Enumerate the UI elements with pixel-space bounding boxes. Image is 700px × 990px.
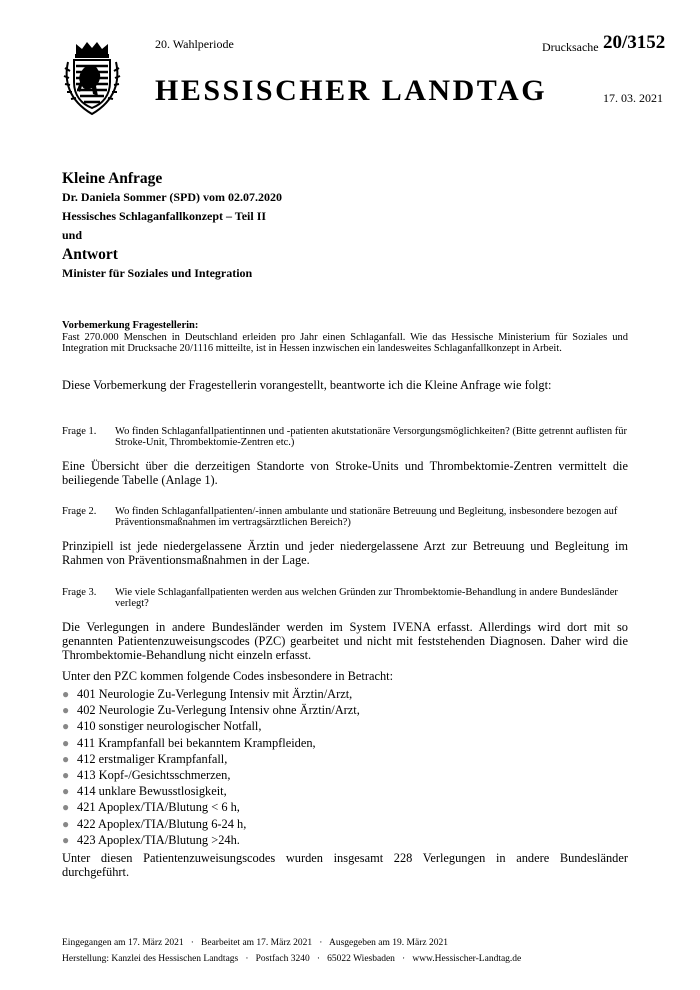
list-item	[62, 816, 622, 832]
codes-intro: Unter den PZC kommen folgende Codes insbesondere in Betracht:	[62, 669, 394, 683]
bullet-icon: ●	[62, 703, 70, 718]
hessen-coat-of-arms-icon	[62, 40, 122, 116]
question-1	[62, 426, 628, 448]
codes-list	[62, 686, 622, 848]
bullet-icon: ●	[62, 784, 70, 799]
question-2-text: Wo finden Schlaganfallpatienten/-innen ambulante und stationäre Betreuung und Begleitung, insbesondere bezogen auf Präventionsmaßnahmen im vertragsärztlichen Bereich?)	[115, 506, 618, 528]
bullet-icon: ●	[62, 768, 70, 783]
vorbemerkung-text: Fast 270.000 Menschen in Deutschland erleiden pro Jahr einen Schlaganfall. Wie das Hessische Ministerium für Soziales und Integration mit Drucksache 20/1116 mitteilte, ist in Hessen inzwischen ein landesweites Schlaganfallkonzept in Arbeit.	[62, 332, 628, 354]
code-text: 421 Apoplex/TIA/Blutung < 6 h,	[77, 800, 240, 815]
footer-dates: Eingegangen am 17. März 2021 · Bearbeitet am 17. März 2021 · Ausgegeben am 19. März 2021	[62, 938, 448, 948]
question-1-label: Frage 1.	[62, 426, 97, 437]
list-item	[62, 718, 622, 734]
bullet-icon: ●	[62, 816, 70, 831]
conclusion-paragraph: Unter diesen Patientenzuweisungscodes wurden insgesamt 228 Verlegungen in andere Bundesländer durchgeführt.	[62, 851, 628, 879]
drucksache-number: 20/3152	[603, 32, 666, 53]
question-3-text: Wie viele Schlaganfallpatienten werden aus welchen Gründen zur Thrombektomie-Behandlung in andere Bundesländer verlegt?	[115, 587, 618, 609]
code-text: 413 Kopf-/Gesichtsschmerzen,	[77, 768, 231, 783]
wahlperiode: 20. Wahlperiode	[155, 37, 234, 51]
code-text: 402 Neurologie Zu-Verlegung Intensiv ohne Ärztin/Arzt,	[77, 703, 360, 718]
code-text: 414 unklare Bewusstlosigkeit,	[77, 784, 227, 799]
list-item	[62, 702, 622, 718]
list-item	[62, 783, 622, 799]
bullet-icon: ●	[62, 719, 70, 734]
list-item	[62, 751, 622, 767]
vorbemerkung-heading: Vorbemerkung Fragestellerin:	[62, 320, 199, 331]
footer-imprint: Herstellung: Kanzlei des Hessischen Landtags · Postfach 3240 · 65022 Wiesbaden · www.Hessischer-Landtag.de	[62, 954, 522, 964]
antwort-heading: Antwort	[62, 246, 118, 263]
list-item	[62, 832, 622, 848]
ministry-line: Minister für Soziales und Integration	[62, 266, 253, 280]
question-2	[62, 506, 628, 528]
question-1-text: Wo finden Schlaganfallpatientinnen und -patienten akutstationäre Versorgungsmöglichkeiten? (Bitte getrennt auflisten für Stroke-Unit, Thrombektomie-Zentren etc.)	[115, 426, 627, 448]
question-3-label: Frage 3.	[62, 587, 97, 598]
und-line: und	[62, 228, 83, 242]
question-3	[62, 587, 628, 609]
subject-line: Hessisches Schlaganfallkonzept – Teil II	[62, 209, 267, 223]
document-date: 17. 03. 2021	[603, 91, 663, 105]
author-line: Dr. Daniela Sommer (SPD) vom 02.07.2020	[62, 190, 282, 204]
kleine-anfrage-heading: Kleine Anfrage	[62, 170, 163, 187]
code-text: 423 Apoplex/TIA/Blutung >24h.	[77, 832, 240, 847]
bullet-icon: ●	[62, 832, 70, 847]
code-text: 422 Apoplex/TIA/Blutung 6-24 h,	[77, 816, 247, 831]
answer-3: Die Verlegungen in andere Bundesländer werden im System IVENA erfasst. Allerdings wird dort mit so genannten Patientenzuweisungscodes (PZC) gearbeitet und nicht mit feststehenden Diagnosen. Daher wird die Thrombektomie-Behandlung nicht einzeln erfasst.	[62, 620, 628, 662]
code-text: 411 Krampfanfall bei bekanntem Krampfleiden,	[77, 735, 316, 750]
bullet-icon: ●	[62, 735, 70, 750]
intro-paragraph: Diese Vorbemerkung der Fragestellerin vorangestellt, beantworte ich die Kleine Anfrage wie folgt:	[62, 378, 552, 392]
bullet-icon: ●	[62, 687, 70, 701]
landtag-name: HESSISCHER LANDTAG	[155, 74, 548, 107]
code-text: 401 Neurologie Zu-Verlegung Intensiv mit Ärztin/Arzt,	[77, 687, 353, 701]
list-item	[62, 735, 622, 751]
answer-2: Prinzipiell ist jede niedergelassene Ärztin und jeder niedergelassene Arzt zur Betreuung und Begleitung im Rahmen von Präventionsmaßnahmen in der Lage.	[62, 539, 628, 567]
code-text: 412 erstmaliger Krampfanfall,	[77, 751, 228, 766]
code-text: 410 sonstiger neurologischer Notfall,	[77, 719, 262, 734]
bullet-icon: ●	[62, 800, 70, 815]
vorbemerkung	[62, 320, 628, 354]
title-block	[62, 169, 622, 283]
list-item	[62, 686, 622, 702]
list-item	[62, 799, 622, 815]
answer-1: Eine Übersicht über die derzeitigen Standorte von Stroke-Units und Thrombektomie-Zentren vermittelt die beiliegende Tabelle (Anlage 1).	[62, 459, 628, 487]
drucksache-label: Drucksache	[542, 40, 599, 54]
question-2-label: Frage 2.	[62, 506, 97, 517]
bullet-icon: ●	[62, 751, 70, 766]
list-item	[62, 767, 622, 783]
